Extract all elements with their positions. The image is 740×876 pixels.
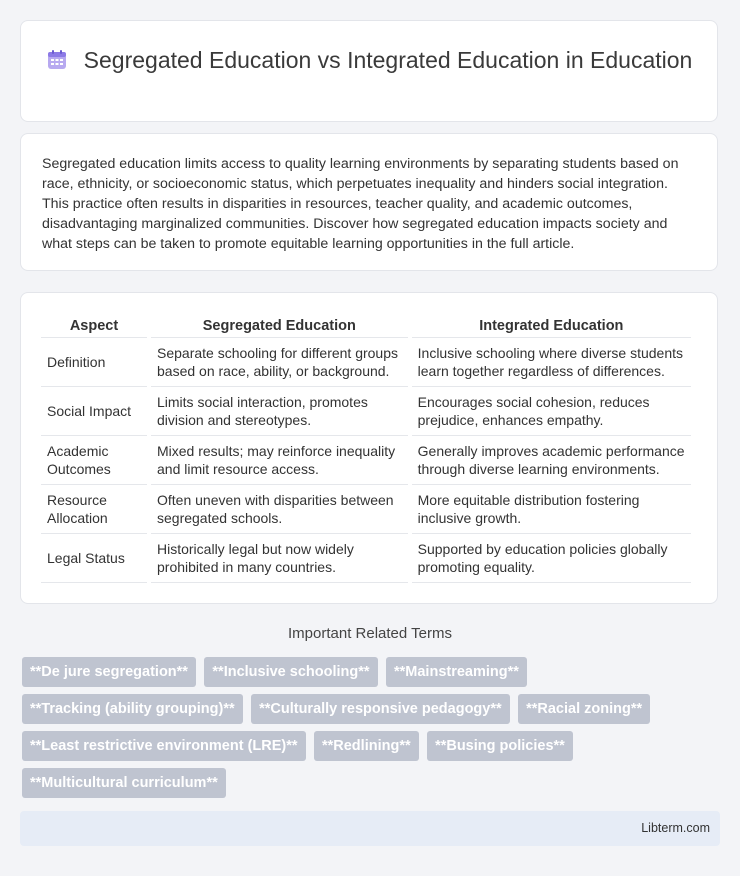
footer-site-link[interactable]: Libterm.com <box>641 821 710 835</box>
intro-card <box>20 133 718 271</box>
related-term-tag[interactable]: **Busing policies** <box>427 731 573 761</box>
table-row <box>41 387 691 436</box>
table-cell-integrated: Encourages social cohesion, reduces prejudice, enhances empathy. <box>412 387 691 436</box>
table-cell-integrated: Supported by education policies globally promoting equality. <box>412 534 691 583</box>
page-title-row <box>21 45 717 75</box>
table-cell-segregated: Mixed results; may reinforce inequality and limit resource access. <box>151 436 408 485</box>
comparison-table <box>37 315 695 583</box>
table-cell-segregated: Limits social interaction, promotes division and stereotypes. <box>151 387 408 436</box>
related-term-tag[interactable]: **Multicultural curriculum** <box>22 768 226 798</box>
table-cell-aspect: Resource Allocation <box>41 485 147 534</box>
table-row <box>41 485 691 534</box>
related-term-tag[interactable]: **Least restrictive environment (LRE)** <box>22 731 306 761</box>
header-segregated: Segregated Education <box>151 315 408 338</box>
header-aspect: Aspect <box>41 315 147 338</box>
table-cell-aspect: Legal Status <box>41 534 147 583</box>
related-term-tag[interactable]: **Redlining** <box>314 731 419 761</box>
table-row <box>41 534 691 583</box>
table-cell-aspect: Definition <box>41 338 147 387</box>
related-term-tag[interactable]: **Inclusive schooling** <box>204 657 377 687</box>
table-cell-integrated: More equitable distribution fostering inclusive growth. <box>412 485 691 534</box>
table-cell-integrated: Inclusive schooling where diverse students learn together regardless of differences. <box>412 338 691 387</box>
intro-paragraph: Segregated education limits access to quality learning environments by separating students based on race, ethnicity, or socioeconomic status, which perpetuates inequality and hinders social integration. This practice often results in disparities in resources, teacher quality, and academic outcomes, disadvantaging marginalized communities. Discover how segregated education impacts society and what steps can be taken to promote equitable learning opportunities in the full article. <box>42 156 679 252</box>
title-card <box>20 20 718 122</box>
table-cell-integrated: Generally improves academic performance through diverse learning environments. <box>412 436 691 485</box>
table-cell-aspect: Academic Outcomes <box>41 436 147 485</box>
table-row <box>41 436 691 485</box>
related-term-tag[interactable]: **De jure segregation** <box>22 657 196 687</box>
table-cell-segregated: Often uneven with disparities between segregated schools. <box>151 485 408 534</box>
related-terms-title: Important Related Terms <box>288 625 452 642</box>
table-header-row <box>41 315 691 338</box>
table-cell-segregated: Separate schooling for different groups based on race, ability, or background. <box>151 338 408 387</box>
related-term-tag[interactable]: **Mainstreaming** <box>386 657 527 687</box>
related-term-tag[interactable]: **Culturally responsive pedagogy** <box>251 694 510 724</box>
header-integrated: Integrated Education <box>412 315 691 338</box>
related-terms-list <box>22 657 722 805</box>
table-cell-segregated: Historically legal but now widely prohibited in many countries. <box>151 534 408 583</box>
page-title: Segregated Education vs Integrated Education in Education <box>83 47 693 73</box>
table-cell-aspect: Social Impact <box>41 387 147 436</box>
calendar-icon <box>46 49 68 71</box>
related-term-tag[interactable]: **Racial zoning** <box>518 694 650 724</box>
related-term-tag[interactable]: **Tracking (ability grouping)** <box>22 694 243 724</box>
comparison-card <box>20 292 718 604</box>
footer <box>20 811 720 846</box>
table-row <box>41 338 691 387</box>
